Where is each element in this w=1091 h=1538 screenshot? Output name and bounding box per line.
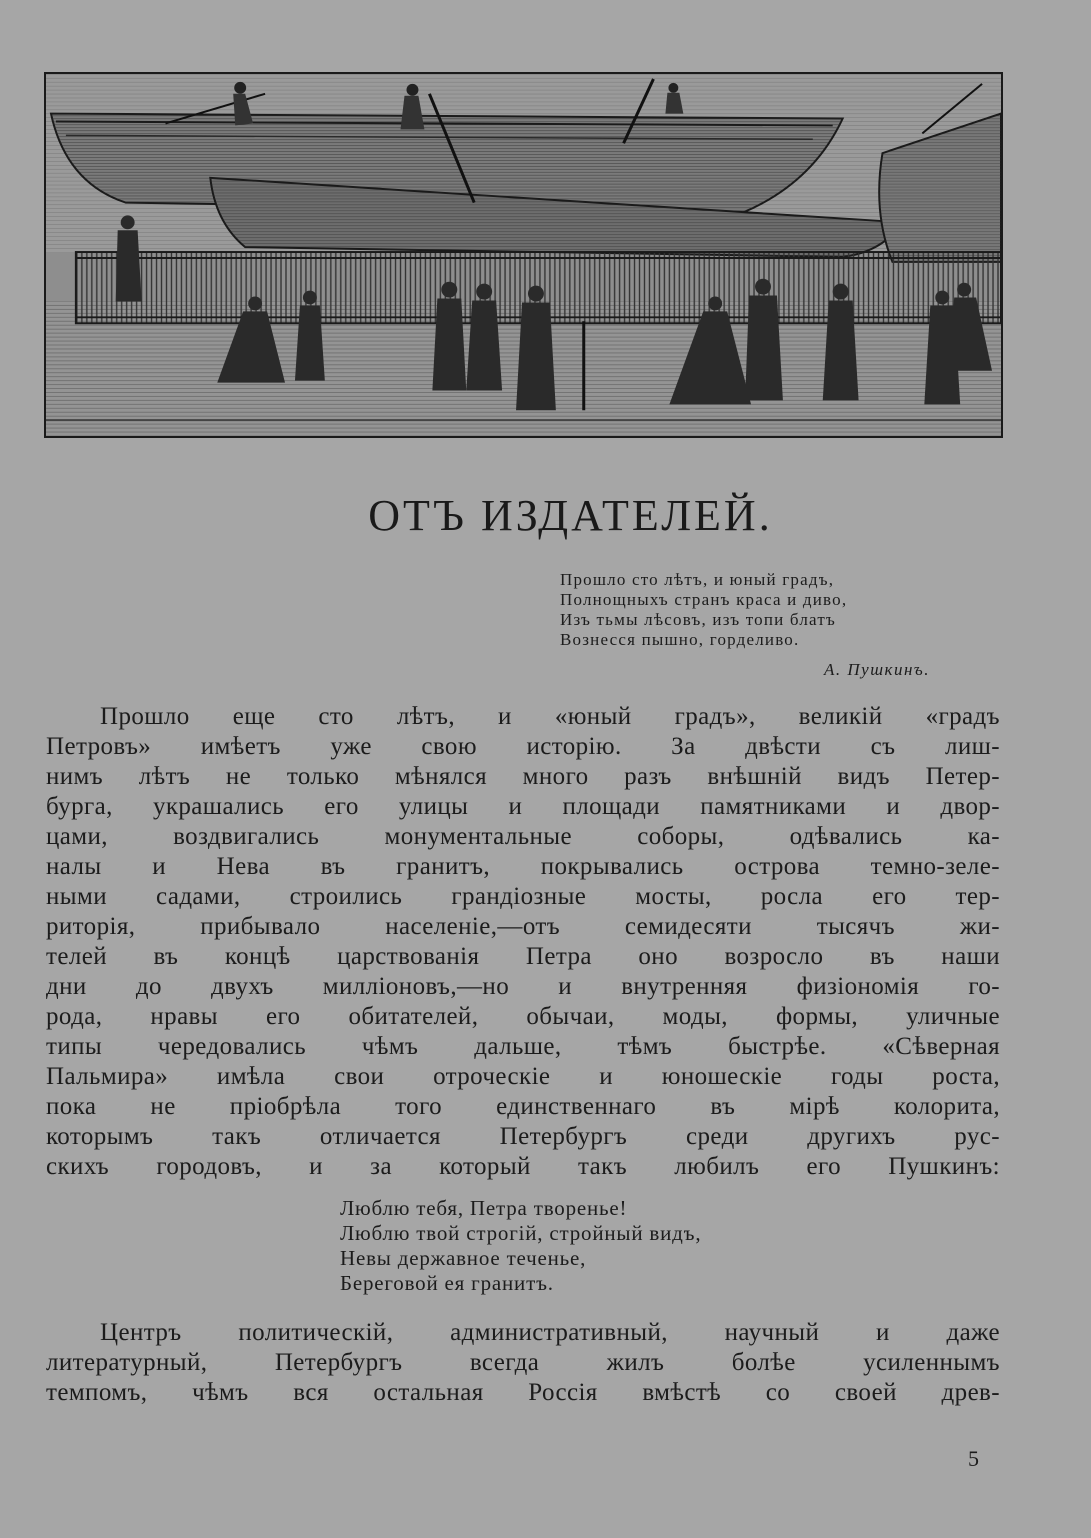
- paragraph-2: [46, 1318, 1000, 1408]
- text-line: темпомъ, чѣмъ вся остальная Россія вмѣстѣ со своей древ-: [46, 1379, 1000, 1406]
- text-line: пока не пріобрѣла того единственнаго въ мірѣ колорита,: [46, 1093, 1000, 1120]
- epigraph-line: Изъ тьмы лѣсовъ, изъ топи блатъ: [560, 610, 836, 629]
- text-line: цами, воздвигались монументальные соборы, одѣвались ка-: [46, 823, 1000, 850]
- engraving-illustration: [44, 72, 1003, 438]
- text-line: рода, нравы его обитателей, обычаи, моды, формы, уличные: [46, 1003, 1000, 1030]
- text-line: Центръ политическій, административный, научный и даже: [100, 1319, 1000, 1346]
- text-line: Петровъ» имѣетъ уже свою исторію. За двѣсти съ лиш-: [46, 733, 1000, 760]
- text-line: налы и Нева въ гранитъ, покрывались острова темно-зеле-: [46, 853, 1000, 880]
- page-number: 5: [968, 1446, 979, 1471]
- verse-line: Люблю твой строгій, стройный видъ,: [340, 1221, 702, 1245]
- epigraph: [560, 570, 980, 680]
- verse-line: Невы державное теченье,: [340, 1246, 587, 1270]
- text-line: скихъ городовъ, и за который такъ любилъ его Пушкинъ:: [46, 1153, 1000, 1180]
- epigraph-line: Полнощныхъ странъ краса и диво,: [560, 590, 848, 609]
- epigraph-author: А. Пушкинъ.: [824, 660, 930, 679]
- text-line: литературный, Петербургъ всегда жилъ болѣе усиленнымъ: [46, 1349, 1000, 1376]
- verse-quote: [340, 1196, 900, 1296]
- text-line: риторія, прибывало населеніе,—отъ семидесяти тысячъ жи-: [46, 913, 1000, 940]
- text-line: дни до двухъ милліоновъ,—но и внутренняя физіономія го-: [46, 973, 1000, 1000]
- text-line: Прошло еще сто лѣтъ, и «юный градъ», великій «градъ: [100, 703, 1000, 730]
- text-line: которымъ такъ отличается Петербургъ среди другихъ рус-: [46, 1123, 1000, 1150]
- text-line: типы чередовались чѣмъ дальше, тѣмъ быстрѣе. «Сѣверная: [46, 1033, 1000, 1060]
- epigraph-line: Вознесся пышно, горделиво.: [560, 630, 800, 649]
- text-line: ными садами, строились грандіозные мосты, росла его тер-: [46, 883, 1000, 910]
- text-line: телей въ концѣ царствованія Петра оно возросло въ наши: [46, 943, 1000, 970]
- epigraph-line: Прошло сто лѣтъ, и юный градъ,: [560, 570, 835, 589]
- text-line: Пальмира» имѣла свои отроческіе и юношескіе годы роста,: [46, 1063, 1000, 1090]
- text-line: нимъ лѣтъ не только мѣнялся много разъ внѣшній видъ Петер-: [46, 763, 1000, 790]
- verse-line: Люблю тебя, Петра творенье!: [340, 1196, 628, 1220]
- text-line: бурга, украшались его улицы и площади памятниками и двор-: [46, 793, 1000, 820]
- engraving-ships-shipyard-icon: [46, 74, 1001, 436]
- verse-line: Береговой ея гранитъ.: [340, 1271, 554, 1295]
- paragraph-1: [46, 702, 1000, 1182]
- page-title: ОТЪ ИЗДАТЕЛЕЙ.: [368, 491, 773, 540]
